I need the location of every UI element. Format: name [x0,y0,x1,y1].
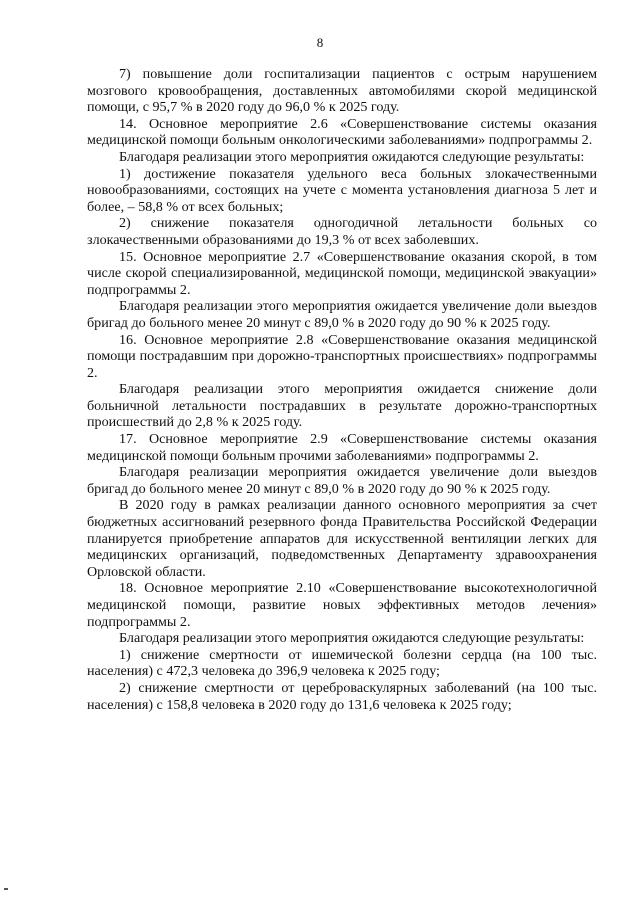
paragraph: 17. Основное мероприятие 2.9 «Совершенствование системы оказания медицинской помощи больным прочими заболеваниями» подпрограммы 2. [87,431,597,464]
paragraph: Благодаря реализации этого мероприятия ожидаются следующие результаты: [119,630,585,647]
paragraph: 18. Основное мероприятие 2.10 «Совершенствование высокотехнологичной медицинской помощи, развитие новых эффективных методов лечения» подпрограммы 2. [87,580,597,630]
paragraph: 14. Основное мероприятие 2.6 «Совершенствование системы оказания медицинской помощи больным онкологическими заболеваниями» подпрограммы 2. [87,115,597,149]
paragraph: Благодаря реализации этого мероприятия ожидается снижение доли больничной летальности пострадавших в результате дорожно-транспортных происшествий до 2,8 % к 2025 году. [87,381,597,431]
page-number: 8 [316,35,324,50]
paragraph: 2) снижение смертности от цереброваскулярных заболеваний (на 100 тыс. населения) с 158,8 человека в 2020 году до 131,6 человека к 2025 году; [87,679,597,713]
paragraph: 1) достижение показателя удельного веса больных злокачественными новообразованиями, состоящих на учете с момента установления диагноза 5 лет и более, – 58,8 % от всех больных; [87,165,597,215]
paragraph: Благодаря реализации этого мероприятия ожидаются следующие результаты: [119,148,585,165]
scan-margin-mark [4,888,8,890]
paragraph: 16. Основное мероприятие 2.8 «Совершенствование оказания медицинской помощи пострадавшим при дорожно-транспортных происшествиях» подпрограммы 2. [87,331,597,381]
paragraph: 7) повышение доли госпитализации пациентов с острым нарушением мозгового кровообращения, доставленных автомобилями скорой медицинской помощи, с 95,7 % в 2020 году до 96,0 % к 2025 году. [87,66,597,116]
paragraph: 15. Основное мероприятие 2.7 «Совершенствование оказания скорой, в том числе скорой специализированной, медицинской помощи, медицинской эвакуации» подпрограммы 2. [87,248,597,298]
paragraph: Благодаря реализации этого мероприятия ожидается увеличение доли выездов бригад до больного менее 20 минут с 89,0 % в 2020 году до 90 % к 2025 году. [87,298,597,331]
paragraph: 2) снижение показателя одногодичной летальности больных со злокачественными образованиями до 19,3 % от всех заболевших. [87,215,597,248]
paragraph: Благодаря реализации мероприятия ожидается увеличение доли выездов бригад до больного менее 20 минут с 89,0 % в 2020 году до 90 % к 2025 году. [87,464,597,497]
document-body [87,66,597,713]
paragraph: В 2020 году в рамках реализации данного основного мероприятия за счет бюджетных ассигнований резервного фонда Правительства Российской Федерации планируется приобретение аппаратов для искусственной вентиляции легких для медицинских организаций, подведомственных Департаменту здравоохранения Орловской области. [87,497,597,580]
paragraph: 1) снижение смертности от ишемической болезни сердца (на 100 тыс. населения) с 472,3 человека до 396,9 человека к 2025 году; [87,646,597,680]
